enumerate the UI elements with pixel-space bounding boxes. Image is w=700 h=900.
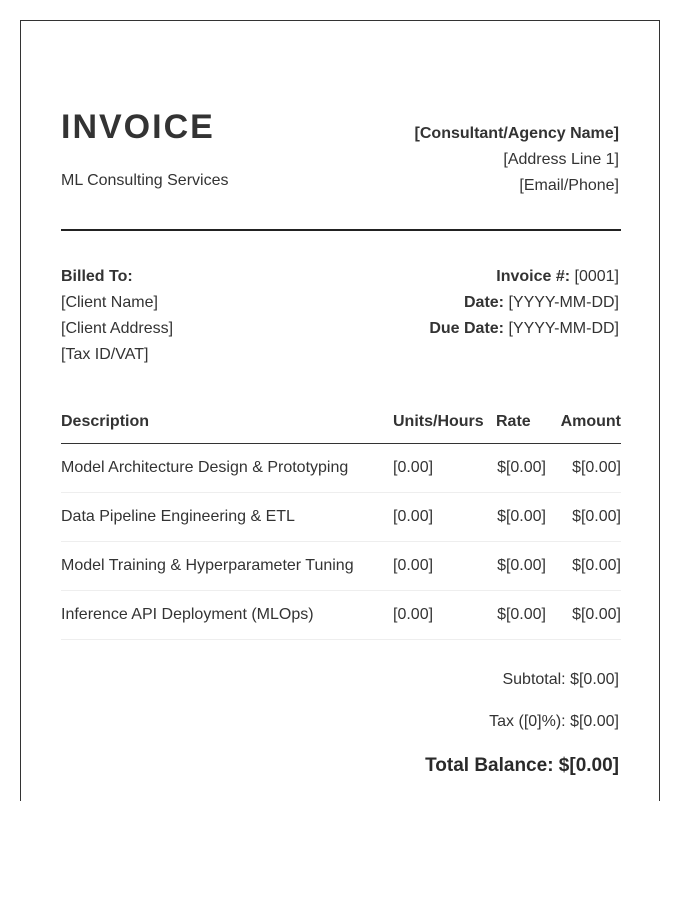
billed-to-label: Billed To: [61, 268, 133, 285]
invoice-number-value: [0001] [574, 268, 619, 285]
subtotal: Subtotal: $[0.00] [502, 671, 619, 688]
sender-contact: [Email/Phone] [519, 177, 619, 194]
header-amount: Amount [560, 413, 621, 430]
row-amount: $[0.00] [572, 459, 621, 476]
header-divider [61, 229, 621, 231]
tax-line: Tax ([0]%): $[0.00] [489, 713, 619, 730]
line-items-table [61, 403, 621, 640]
due-date-value: [YYYY-MM-DD] [508, 320, 619, 337]
sender-block [415, 121, 619, 199]
table-header [61, 403, 621, 444]
due-date-label: Due Date: [429, 320, 505, 337]
row-units: [0.00] [393, 557, 434, 574]
row-rate: $[0.00] [497, 606, 546, 623]
row-amount: $[0.00] [572, 508, 621, 525]
total-balance: Total Balance: $[0.00] [425, 755, 619, 776]
header-units: Units/Hours [393, 413, 484, 430]
table-row [61, 493, 621, 542]
invoice-date-value: [YYYY-MM-DD] [508, 294, 619, 311]
header-rate: Rate [496, 413, 531, 430]
row-description: Data Pipeline Engineering & ETL [61, 508, 295, 525]
invoice-due-date [429, 316, 619, 342]
row-rate: $[0.00] [497, 459, 546, 476]
company-subtitle: ML Consulting Services [61, 172, 229, 189]
row-rate: $[0.00] [497, 557, 546, 574]
sender-name: [Consultant/Agency Name] [414, 125, 619, 142]
row-amount: $[0.00] [572, 557, 621, 574]
client-address: [Client Address] [61, 320, 174, 337]
row-description: Model Training & Hyperparameter Tuning [61, 557, 354, 574]
invoice-title: INVOICE [61, 108, 215, 146]
invoice-number-label: Invoice #: [496, 268, 571, 285]
table-row [61, 542, 621, 591]
table-row [61, 591, 621, 640]
row-description: Inference API Deployment (MLOps) [61, 606, 314, 623]
billed-to-block [61, 264, 173, 368]
invoice-page [20, 20, 660, 801]
invoice-date-label: Date: [464, 294, 505, 311]
row-units: [0.00] [393, 508, 434, 525]
row-amount: $[0.00] [572, 606, 621, 623]
client-tax-id: [Tax ID/VAT] [61, 346, 149, 363]
header-description: Description [61, 413, 150, 430]
row-units: [0.00] [393, 606, 434, 623]
row-units: [0.00] [393, 459, 434, 476]
invoice-number [429, 264, 619, 290]
sender-address: [Address Line 1] [503, 151, 619, 168]
row-description: Model Architecture Design & Prototyping [61, 459, 349, 476]
client-name: [Client Name] [61, 294, 158, 311]
row-rate: $[0.00] [497, 508, 546, 525]
invoice-date [429, 290, 619, 316]
invoice-meta-block [429, 264, 619, 342]
table-row [61, 444, 621, 493]
